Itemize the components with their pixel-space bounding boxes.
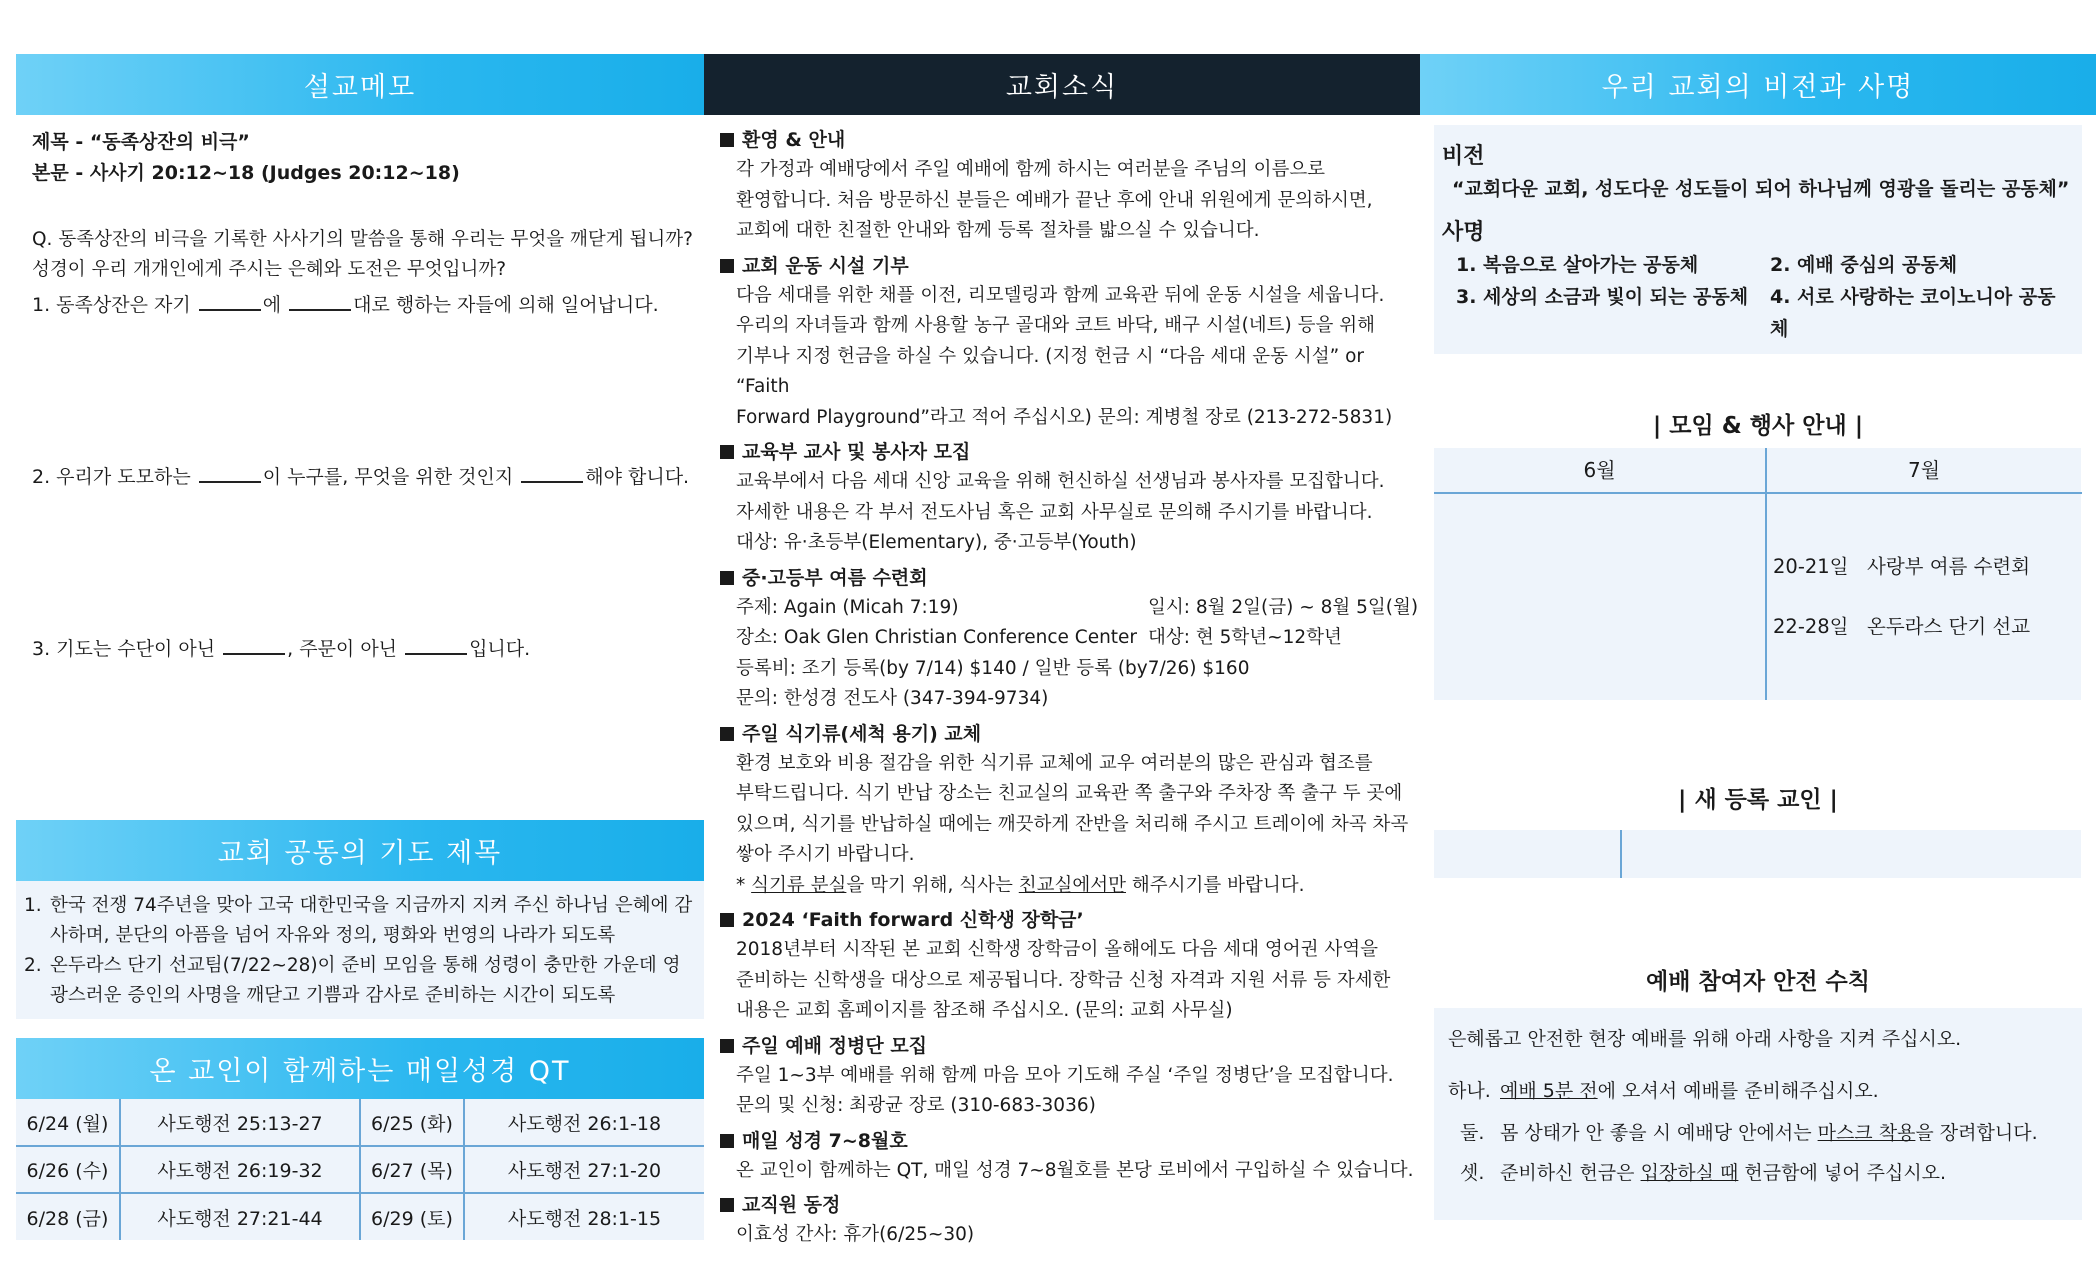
vision-header: 우리 교회의 비전과 사명 [1420,54,2096,115]
vision-label: 비전 [1442,144,1485,169]
square-bullet-icon [720,1198,734,1212]
mission-item: 4. 서로 사랑하는 코이노니아 공동체 [1770,286,2056,340]
square-bullet-icon [720,1134,734,1148]
square-bullet-icon [720,1039,734,1053]
prayer-item: 1. 한국 전쟁 74주년을 맞아 고국 대한민국을 지금까지 지켜 주신 하나님 은혜에 감사하며, 분단의 아픔을 넘어 자유와 정의, 평화와 번영의 나라가 되도록 [24,895,693,946]
news-summer-retreat: 중·고등부 여름 수련회 주제: Again (Micah 7:19) 일시: 8월 2일(금) ~ 8월 5일(월) 장소: Oak Glen Christian Conference Center 대상: 현 5학년~12학년 등록비: 조기 등록(by 7/14) $140 / 일반 등록 (by7/26) $160 문의: 한성경 전도사 (347-394-9734) [720,563,1420,715]
fill-in-question-1: 1. 동족상잔은 자기 에 대로 행하는 자들에 의해 일어납니다. [32,290,659,320]
blank-field [199,291,261,311]
middle-column [704,54,1420,1255]
blank-field [405,635,467,655]
mission-label: 사명 [1442,220,1485,245]
table-row: 6/28 (금) 사도행전 27:21-44 6/29 (토) 사도행전 28:1-15 [16,1193,704,1240]
prayer-item: 2. 온두라스 단기 선교팀(7/22~28)이 준비 모임을 통해 성령이 충만한 가운데 영광스러운 증인의 사명을 깨닫고 기쁨과 감사로 준비하는 시간이 되도록 [24,955,681,1006]
mission-item: 2. 예배 중심의 공동체 [1770,254,1958,276]
square-bullet-icon [720,727,734,741]
vision-text: “교회다운 교회, 성도다운 성도들이 되어 하나님께 영광을 돌리는 공동체” [1452,178,2070,200]
news-teachers: 교육부 교사 및 봉사자 모집 교육부에서 다음 세대 신앙 교육을 위해 헌신하실 선생님과 봉사자를 모집합니다. 자세한 내용은 각 부서 전도사님 혹은 교회 사무실로 문의해 주시기를 바랍니다. 대상: 유·초등부(Elementary), 중·고등부(Youth) [720,437,1420,559]
fill-in-question-3: 3. 기도는 수단이 아닌 , 주문이 아닌 입니다. [32,634,530,664]
events-title: | 모임 & 행사 안내 | [1652,413,1864,439]
mission-item: 3. 세상의 소금과 빛이 되는 공동체 [1456,286,1749,308]
fill-in-question-2: 2. 우리가 도모하는 이 누구를, 무엇을 위한 것인지 해야 합니다. [32,462,689,492]
blank-field [289,291,351,311]
right-column [1420,54,2096,1220]
sermon-info [32,127,704,189]
safety-rules-box [1434,1008,2082,1220]
news-prayer-guards: 주일 예배 정병단 모집 주일 1~3부 예배를 위해 함께 마음 모아 기도해 주실 ‘주일 정병단’을 모집합니다. 문의 및 신청: 최광균 장로 (310-683-3036) [720,1031,1420,1122]
square-bullet-icon [720,259,734,273]
month-july-header: 7월 [1767,448,2081,492]
news-welcome: 환영 & 안내 각 가정과 예배당에서 주일 예배에 함께 하시는 여러분을 주님의 이름으로 환영합니다. 처음 방문하신 분들은 예배가 끝난 후에 안내 위원에게 문의하시면, 교회에 대한 친절한 안내와 함께 등록 절차를 밟으실 수 있습니다. [720,125,1420,247]
new-members-table [1434,830,2082,878]
mission-list [1442,249,2074,345]
church-news-header: 교회소식 [704,54,1420,115]
qt-section [16,1038,704,1240]
news-staff: 교직원 동정 이효성 간사: 휴가(6/25~30) [720,1190,1420,1251]
safety-rule: 둘. 몸 상태가 안 좋을 시 예배당 안에서는 마스크 착용을 장려합니다. [1460,1122,2038,1144]
safety-rule: 셋. 준비하신 헌금은 입장하실 때 헌금함에 넣어 주십시오. [1460,1162,1947,1184]
event-item: 20-21일 사랑부 여름 수련회 [1773,555,2031,578]
prayer-section [16,820,704,1019]
news-dishes: 주일 식기류(세척 용기) 교체 환경 보호와 비용 절감을 위한 식기류 교체에 교우 여러분의 많은 관심과 협조를 부탁드립니다. 식기 반납 장소는 친교실의 교육관 쪽 출구와 주차장 쪽 출구 두 곳에 있으며, 식기를 반납하실 때에는 깨끗하게 잔반을 처리해 주시고 트레이에 차곡 차곡 쌓아 주시기 바랍니다. * 식기류 분실을 막기 위해, 식사는 친교실에서만 해주시기를 바랍니다. [720,719,1420,902]
june-events [1434,494,1767,700]
church-news-list [704,115,1420,1251]
events-table [1434,448,2082,700]
safety-intro: 은혜롭고 안전한 현장 예배를 위해 아래 사항을 지켜 주십시오. [1448,1028,1962,1050]
sermon-question: Q. 동족상잔의 비극을 기록한 사사기의 말씀을 통해 우리는 무엇을 깨닫게 됩니까? 성경이 우리 개개인에게 주시는 은혜와 도전은 무엇입니까? [32,229,693,280]
prayer-list [16,881,704,1019]
square-bullet-icon [720,133,734,147]
new-members-title: | 새 등록 교인 | [1678,787,1838,813]
vision-mission-box [1434,125,2082,354]
square-bullet-icon [720,445,734,459]
table-row: 6/26 (수) 사도행전 26:19-32 6/27 (목) 사도행전 27:1-20 [16,1146,704,1193]
mission-item: 1. 복음으로 살아가는 공동체 [1456,254,1699,276]
sermon-text: 본문 - 사사기 20:12~18 (Judges 20:12~18) [32,162,460,184]
july-events [1767,494,2081,700]
left-column [16,54,704,1230]
qt-table [16,1099,704,1240]
event-item: 22-28일 온두라스 단기 선교 [1773,615,2031,638]
safety-rule: 하나. 예배 5분 전에 오셔서 예배를 준비해주십시오. [1448,1080,1879,1102]
blank-field [521,463,583,483]
table-row: 6/24 (월) 사도행전 25:13-27 6/25 (화) 사도행전 26:1-18 [16,1099,704,1146]
square-bullet-icon [720,571,734,585]
month-june-header: 6월 [1434,448,1767,492]
blank-field [199,463,261,483]
qt-header: 온 교인이 함께하는 매일성경 QT [16,1038,704,1099]
sermon-title: 제목 - “동족상잔의 비극” [32,131,250,153]
news-daily-bible: 매일 성경 7~8월호 온 교인이 함께하는 QT, 매일 성경 7~8월호를 본당 로비에서 구입하실 수 있습니다. [720,1126,1420,1187]
safety-title: 예배 참여자 안전 수칙 [1646,969,1870,995]
news-scholarship: 2024 ‘Faith forward 신학생 장학금’ 2018년부터 시작된 본 교회 신학생 장학금이 올해에도 다음 세대 영어권 사역을 준비하는 신학생을 대상으로 제공됩니다. 장학금 신청 자격과 지원 서류 등 자세한 내용은 교회 홈페이지를 참조해 주십시오. (문의: 교회 사무실) [720,905,1420,1027]
square-bullet-icon [720,913,734,927]
blank-field [223,635,285,655]
news-sports-facility: 교회 운동 시설 기부 다음 세대를 위한 채플 이전, 리모델링과 함께 교육관 뒤에 운동 시설을 세웁니다. 우리의 자녀들과 함께 사용할 농구 골대와 코트 바닥, 배구 시설(네트) 등을 위해 기부나 지정 헌금을 하실 수 있습니다. (지정 헌금 시 “다음 세대 운동 시설” or “Faith Forward Playground”라고 적어 주십시오) 문의: 계병철 장로 (213-272-5831) [720,251,1420,434]
dishes-note: * 식기류 분실을 막기 위해, 식사는 친교실에서만 해주시기를 바랍니다. [736,874,1305,896]
prayer-header: 교회 공동의 기도 제목 [16,820,704,881]
sermon-memo-header: 설교메모 [16,54,704,115]
